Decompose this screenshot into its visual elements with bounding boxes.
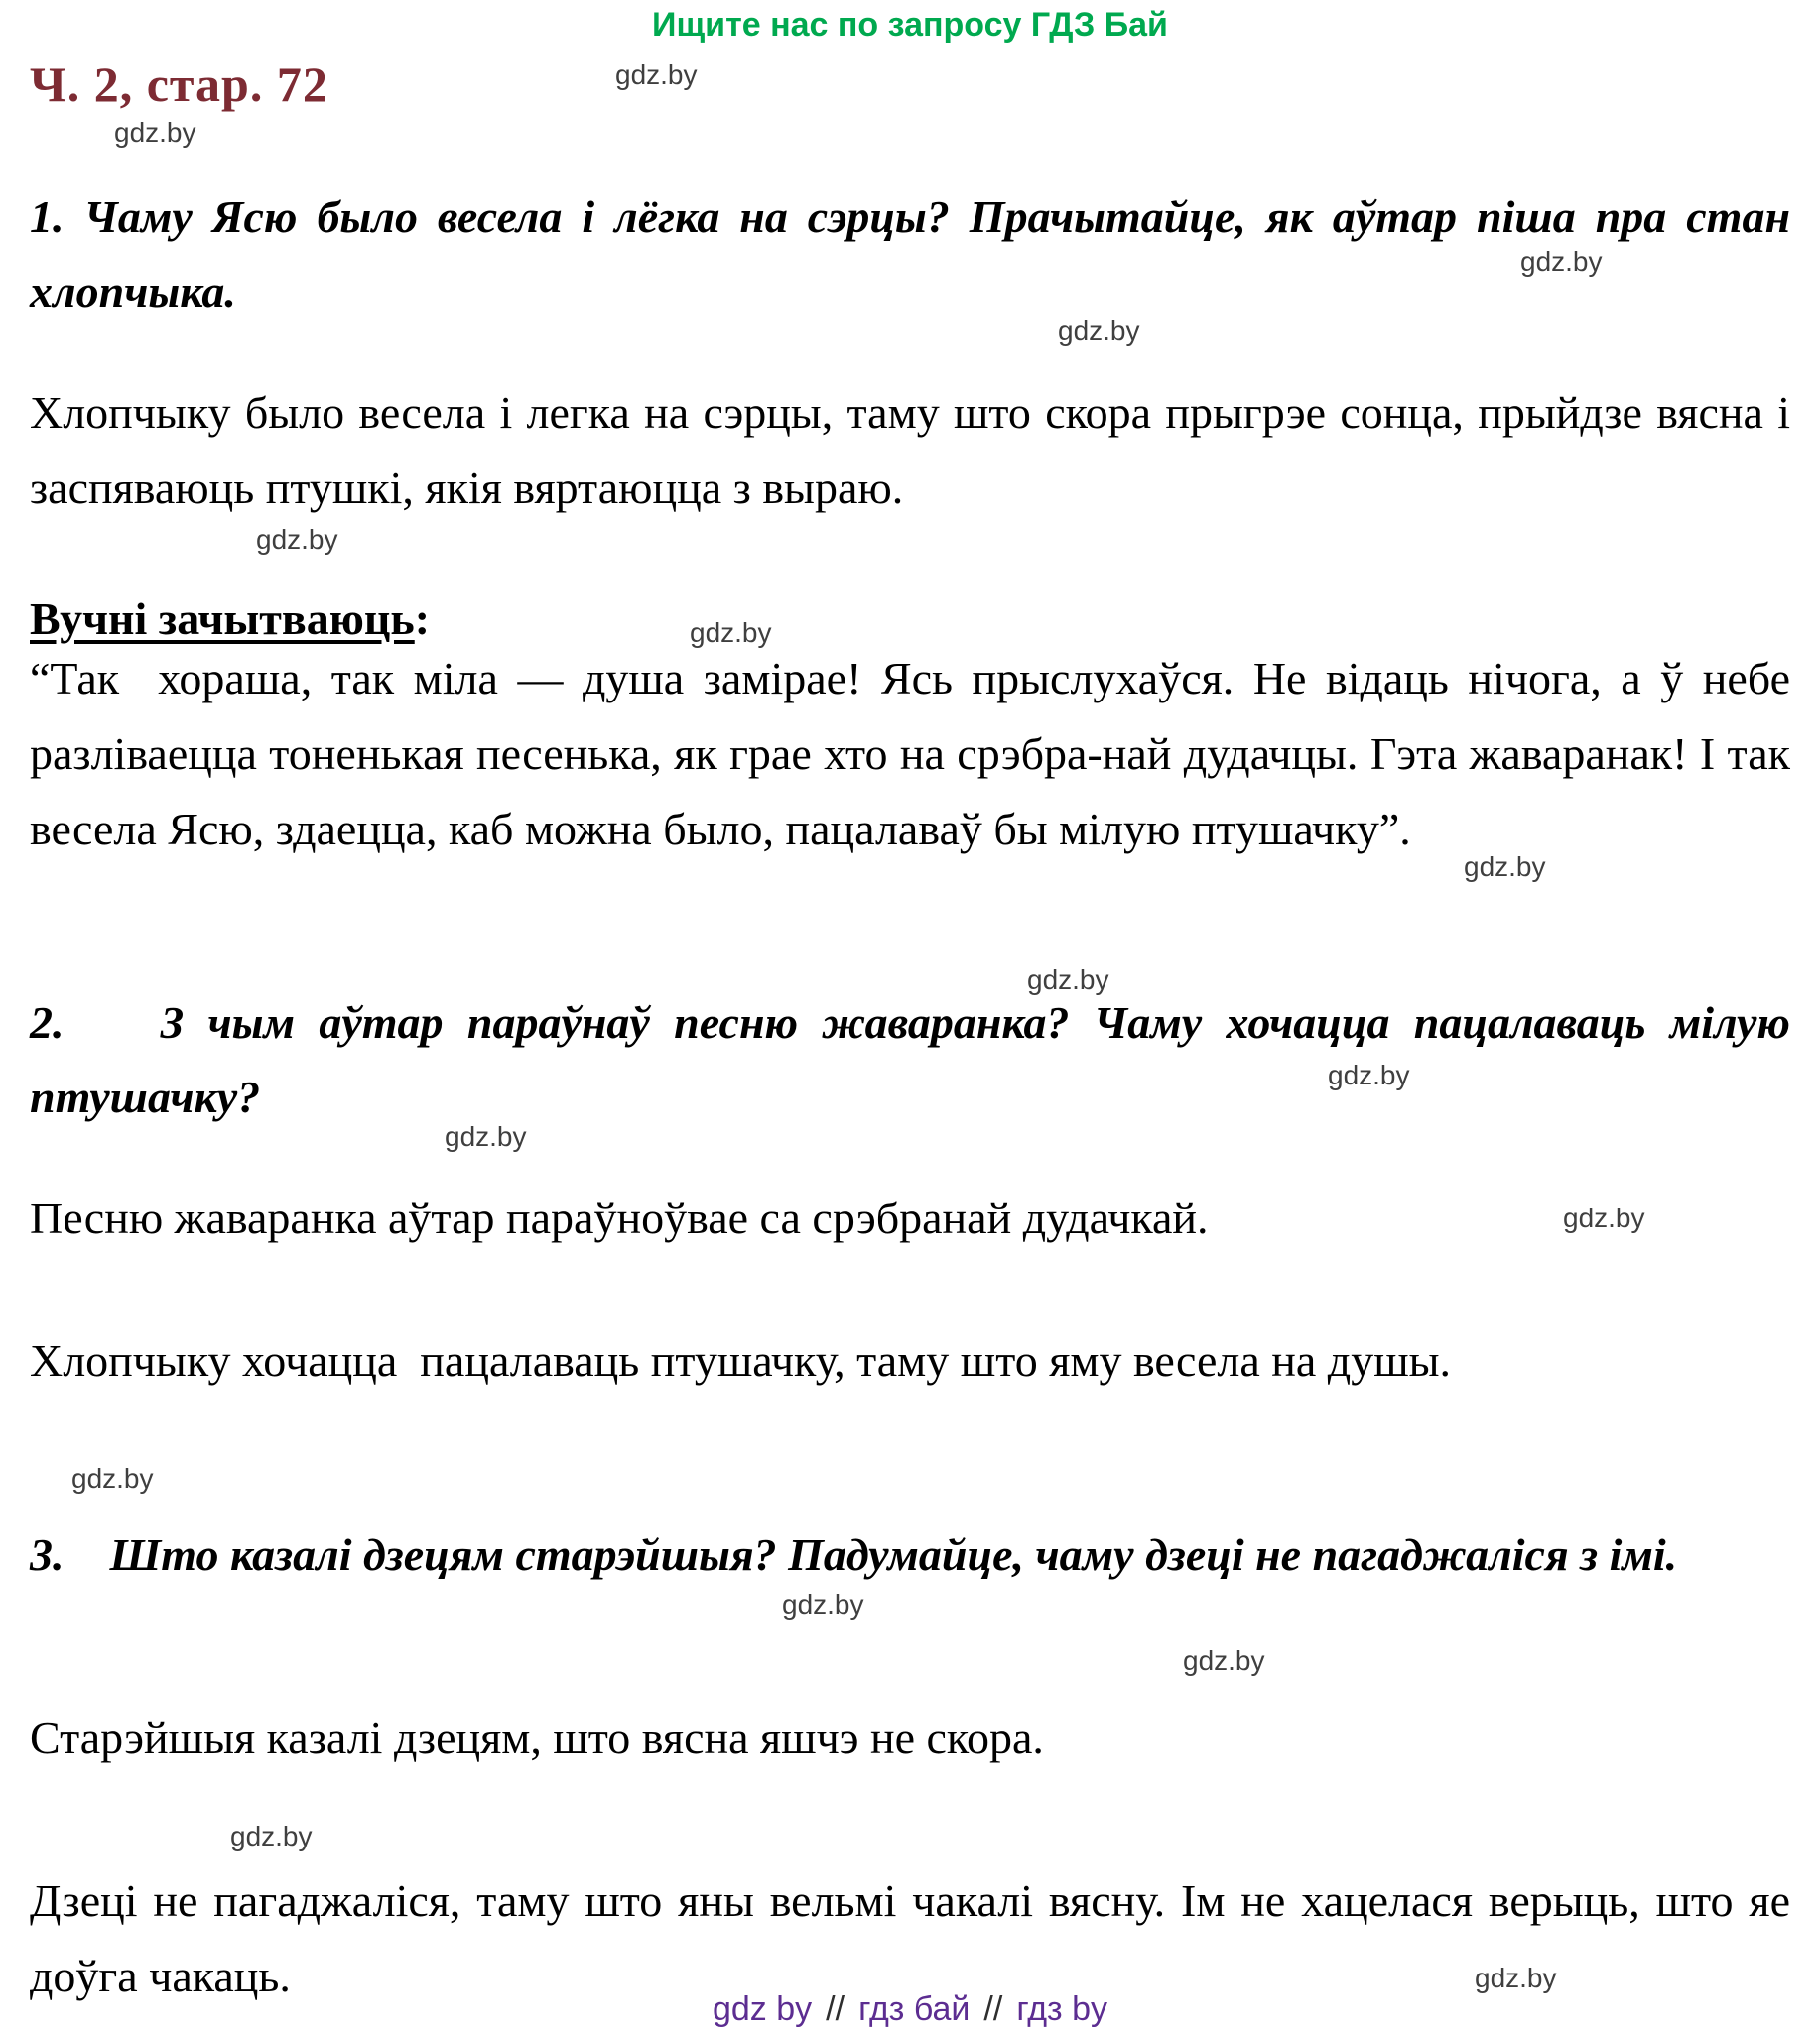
watermark: gdz.by <box>1520 246 1603 277</box>
watermark: gdz.by <box>615 60 698 90</box>
readers-heading-colon: : <box>414 593 431 644</box>
promo-banner: Ищите нас по запросу ГДЗ Бай <box>652 6 1168 44</box>
footer-links <box>0 1990 1820 2029</box>
watermark: gdz.by <box>230 1821 313 1851</box>
answer-1: Хлопчыку было весела і легка на сэрцы, таму што скора прыгрэе сонца, прыйдзе вясна і заспяваюць птушкі, якія вяртаюцца з выраю. <box>30 387 1790 513</box>
watermark: gdz.by <box>445 1121 527 1152</box>
footer-separator: // <box>826 1990 845 2028</box>
question-1: 1. Чаму Ясю было весела і лёгка на сэрцы? Прачытайце, як аўтар піша пра стан хлопчыка. <box>30 191 1790 317</box>
watermark: gdz.by <box>1475 1963 1557 1993</box>
watermark: gdz.by <box>1563 1203 1645 1233</box>
footer-link-gdzby[interactable]: gdz by <box>712 1990 813 2028</box>
question-2: 2. З чым аўтар параўнаў песню жаваранка? Чаму хочацца пацалаваць мілую птушачку? <box>30 997 1790 1122</box>
question-3: 3. Што казалі дзецям старэйшыя? Падумайце, чаму дзеці не пагаджаліся з імі. <box>30 1529 1678 1580</box>
footer-link-gdzbai[interactable]: гдз бай <box>858 1990 971 2028</box>
page-title: Ч. 2, стар. 72 <box>30 57 328 112</box>
watermark: gdz.by <box>71 1464 154 1494</box>
answer-2b: Хлопчыку хочацца пацалаваць птушачку, таму што яму весела на душы. <box>30 1336 1452 1386</box>
watermark: gdz.by <box>782 1590 864 1620</box>
watermark: gdz.by <box>114 117 196 148</box>
watermark: gdz.by <box>256 524 338 555</box>
watermark: gdz.by <box>1328 1060 1410 1090</box>
footer-link-gdz-by[interactable]: гдз by <box>1016 1990 1107 2028</box>
footer-separator: // <box>983 1990 1003 2028</box>
watermark: gdz.by <box>690 617 772 648</box>
quote-paragraph: “Так хораша, так міла — душа замірае! Ясь прыслухаўся. Не відаць нічога, а ў небе разліваецца тоненькая песенька, як грае хто на срэбра-най дудачцы. Гэта жаваранак! І так весела Ясю, здаецца, каб можна было, пацалаваў бы мілую птушачку”. <box>30 653 1790 854</box>
answer-2a: Песню жаваранка аўтар параўноўвае са срэбранай дудачкай. <box>30 1193 1209 1243</box>
watermark: gdz.by <box>1183 1645 1265 1676</box>
watermark: gdz.by <box>1464 851 1546 882</box>
watermark: gdz.by <box>1027 964 1109 995</box>
answer-3b: Дзеці не пагаджаліся, таму што яны вельмі чакалі вясну. Ім не хацелася верыць, што яе доўга чакаць. <box>30 1875 1790 2001</box>
readers-heading-label: Вучні зачытваюць <box>30 593 415 644</box>
answer-3a: Старэйшыя казалі дзецям, што вясна яшчэ не скора. <box>30 1713 1044 1763</box>
watermark: gdz.by <box>1058 316 1140 346</box>
